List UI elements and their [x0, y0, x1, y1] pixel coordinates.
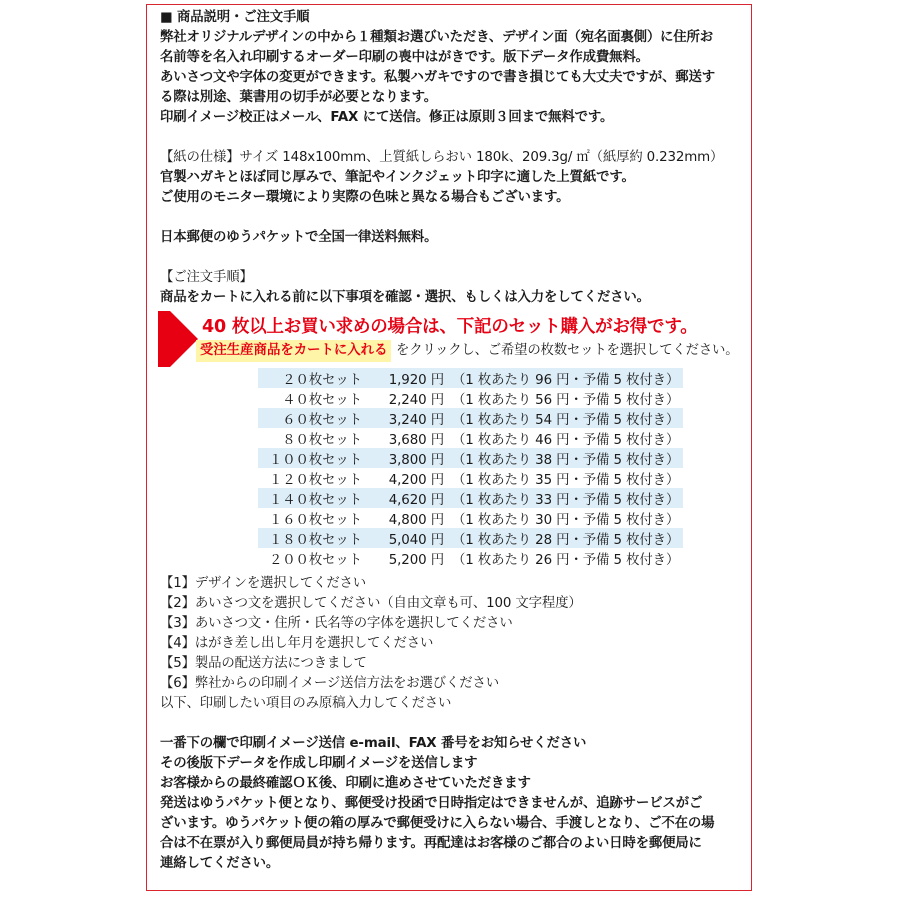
- intro-line: あいさつ文や字体の変更ができます。私製ハガキですので書き損じても大丈夫ですが、郵送す: [160, 70, 716, 85]
- closing-line: その後版下データを作成し印刷イメージを送信します: [160, 756, 478, 771]
- instruction-text: をクリックし、ご希望の枚数セットを選択してください。: [396, 343, 739, 358]
- set-price: 3,800 円: [366, 448, 448, 468]
- step-item: 【2】あいさつ文を選択してください（自由文章も可、100 文字程度）: [160, 596, 582, 611]
- set-quantity: １００枚セット: [258, 448, 366, 468]
- promo-title: 40 枚以上お買い求めの場合は、下記のセット購入がお得です。: [202, 317, 698, 337]
- set-quantity: ４０枚セット: [282, 392, 362, 408]
- promo-banner: [160, 311, 748, 339]
- paper-spec-line: 官製ハガキとほぼ同じ厚みで、筆記やインクジェット印字に適した上質紙です。: [160, 170, 635, 185]
- set-instruction: [160, 339, 748, 365]
- section-heading: ■ 商品説明・ご注文手順: [160, 10, 310, 25]
- set-price: 4,620 円: [366, 488, 448, 508]
- intro-line: 弊社オリジナルデザインの中から１種類お選びいただき、デザイン面（宛名面裏側）に住所お: [160, 30, 714, 45]
- closing-line: ざいます。ゆうパケット便の箱の厚みで郵便受けに入らない場合、手渡しとなり、ご不在の場: [160, 816, 715, 831]
- add-to-cart-link[interactable]: 受注生産商品をカートに入れる: [196, 340, 391, 362]
- order-intro: 商品をカートに入れる前に以下事項を確認・選択、もしくは入力をしてください。: [160, 290, 650, 305]
- set-note: （1 枚あたり 33 円・予備 5 枚付き）: [448, 488, 683, 508]
- set-quantity: １２０枚セット: [268, 472, 362, 488]
- closing-line: 発送はゆうパケット便となり、郵便受け投函で日時指定はできませんが、追跡サービスがご: [160, 796, 703, 811]
- intro-line: 名前等を名入れ印刷するオーダー印刷の喪中はがきです。版下データ作成費無料。: [160, 50, 649, 65]
- set-price: 3,240 円: [366, 408, 448, 428]
- table-row: [258, 488, 683, 508]
- table-row: [258, 448, 683, 468]
- set-note: （1 枚あたり 46 円・予備 5 枚付き）: [452, 432, 680, 448]
- step-item: 【3】あいさつ文・住所・氏名等の字体を選択してください: [160, 616, 513, 631]
- set-note: （1 枚あたり 54 円・予備 5 枚付き）: [448, 408, 683, 428]
- step-item: 【4】はがき差し出し年月を選択してください: [160, 636, 434, 651]
- set-quantity: １６０枚セット: [268, 512, 362, 528]
- table-row: [258, 528, 683, 548]
- closing-line: 一番下の欄で印刷イメージ送信 e-mail、FAX 番号をお知らせください: [160, 736, 587, 751]
- order-heading: 【ご注文手順】: [160, 270, 253, 285]
- set-quantity: ２００枚セット: [268, 552, 362, 568]
- set-note: （1 枚あたり 38 円・予備 5 枚付き）: [448, 448, 683, 468]
- table-row: [258, 548, 683, 568]
- set-price-table: [258, 368, 683, 568]
- set-note: （1 枚あたり 56 円・予備 5 枚付き）: [452, 392, 680, 408]
- set-quantity: ６０枚セット: [258, 408, 366, 428]
- set-note: （1 枚あたり 35 円・予備 5 枚付き）: [452, 472, 680, 488]
- paper-spec-line: 【紙の仕様】サイズ 148x100mm、上質紙しらおい 180k、209.3g/ ㎡（紙厚約 0.232mm）: [160, 150, 724, 165]
- table-row: [258, 368, 683, 388]
- step-item: 【5】製品の配送方法につきまして: [160, 656, 367, 671]
- intro-line: る際は別途、葉書用の切手が必要となります。: [160, 90, 437, 105]
- set-note: （1 枚あたり 28 円・予備 5 枚付き）: [448, 528, 683, 548]
- table-row: [258, 508, 683, 528]
- set-price: 3,680 円: [388, 432, 444, 448]
- set-note: （1 枚あたり 96 円・予備 5 枚付き）: [448, 368, 683, 388]
- set-quantity: １８０枚セット: [258, 528, 366, 548]
- step-item: 【1】デザインを選択してください: [160, 576, 367, 591]
- paper-spec-line: ご使用のモニター環境により実際の色味と異なる場合もございます。: [160, 190, 570, 205]
- set-price: 2,240 円: [388, 392, 444, 408]
- set-price: 1,920 円: [366, 368, 448, 388]
- table-row: [258, 468, 683, 488]
- product-description: [160, 8, 748, 874]
- set-price: 4,200 円: [388, 472, 444, 488]
- closing-line: 連絡してください。: [160, 856, 280, 871]
- set-quantity: ８０枚セット: [282, 432, 362, 448]
- table-row: [258, 428, 683, 448]
- set-quantity: １４０枚セット: [258, 488, 366, 508]
- table-row: [258, 388, 683, 408]
- set-note: （1 枚あたり 26 円・予備 5 枚付き）: [452, 552, 680, 568]
- step-item: 【6】弊社からの印刷イメージ送信方法をお選びください: [160, 676, 499, 691]
- shipping-note: 日本郵便のゆうパケットで全国一律送料無料。: [160, 230, 438, 245]
- set-quantity: ２０枚セット: [258, 368, 366, 388]
- closing-line: お客様からの最終確認ＯＫ後、印刷に進めさせていただきます: [160, 776, 531, 791]
- set-price: 4,800 円: [388, 512, 444, 528]
- intro-line: 印刷イメージ校正はメール、FAX にて送信。修正は原則３回まで無料です。: [160, 110, 614, 125]
- table-row: [258, 408, 683, 428]
- set-price: 5,040 円: [366, 528, 448, 548]
- set-price: 5,200 円: [388, 552, 444, 568]
- closing-line: 合は不在票が入り郵便局員が持ち帰ります。再配達はお客様のご都合のよい日時を郵便局に: [160, 836, 702, 851]
- set-note: （1 枚あたり 30 円・予備 5 枚付き）: [452, 512, 680, 528]
- step-item: 以下、印刷したい項目のみ原稿入力してください: [160, 696, 452, 711]
